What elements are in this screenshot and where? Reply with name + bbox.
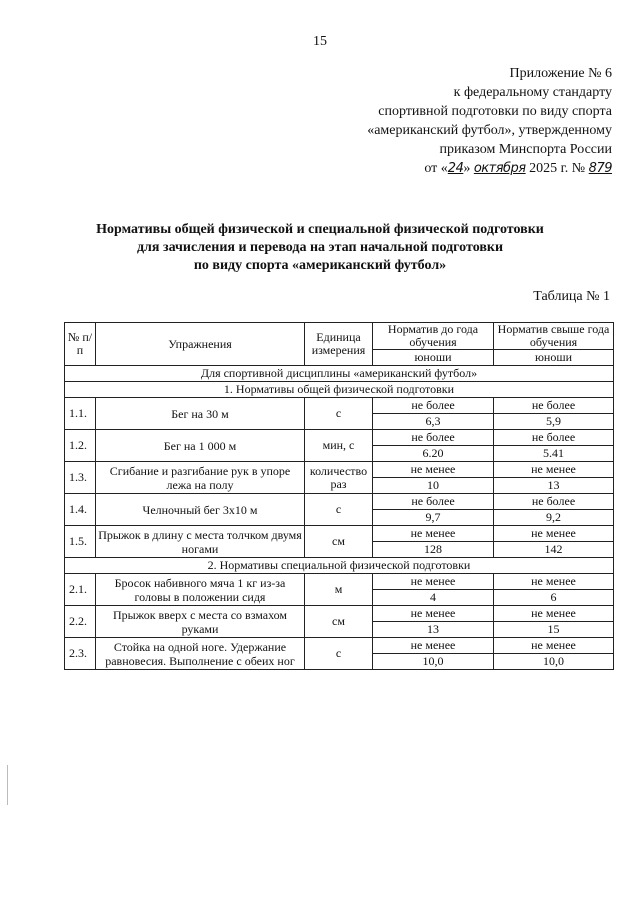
row-number: 1.5.: [65, 526, 96, 558]
header-num: № п/п: [65, 323, 96, 366]
row-number: 2.1.: [65, 574, 96, 606]
table-row: [65, 606, 614, 622]
value-before-year: 9,7: [373, 510, 494, 526]
value-before-year: 128: [373, 542, 494, 558]
exercise-name: Прыжок вверх с места со взмахом руками: [96, 606, 305, 638]
header-exercise: Упражнения: [96, 323, 305, 366]
condition-before-year: не менее: [373, 638, 494, 654]
header-after-year: Норматив свыше года обучения: [494, 323, 614, 350]
table-row: [65, 494, 614, 510]
condition-after-year: не менее: [494, 462, 614, 478]
appendix-header: [292, 64, 612, 178]
header-boys-1: юноши: [373, 350, 494, 366]
condition-after-year: не более: [494, 494, 614, 510]
condition-before-year: не менее: [373, 526, 494, 542]
condition-after-year: не менее: [494, 606, 614, 622]
header-before-year: Норматив до года обучения: [373, 323, 494, 350]
date-mid: »: [463, 161, 471, 176]
document-title: [60, 221, 580, 275]
table-row: [65, 526, 614, 542]
norms-table: [64, 322, 614, 670]
value-after-year: 6: [494, 590, 614, 606]
row-number: 1.1.: [65, 398, 96, 430]
condition-before-year: не менее: [373, 574, 494, 590]
row-number: 1.4.: [65, 494, 96, 526]
page-number: 15: [313, 34, 327, 49]
condition-after-year: не менее: [494, 574, 614, 590]
row-number: 2.2.: [65, 606, 96, 638]
appendix-date-line: [292, 159, 612, 178]
condition-after-year: не менее: [494, 526, 614, 542]
unit-cell: см: [305, 606, 373, 638]
row-number: 1.2.: [65, 430, 96, 462]
section-title: 2. Нормативы специальной физической подготовки: [65, 558, 614, 574]
table-row: [65, 638, 614, 654]
section-title: 1. Нормативы общей физической подготовки: [65, 382, 614, 398]
value-after-year: 10,0: [494, 654, 614, 670]
value-after-year: 5,9: [494, 414, 614, 430]
condition-after-year: не менее: [494, 638, 614, 654]
handwritten-day: 24: [447, 161, 464, 176]
appendix-line-2: к федеральному стандарту: [453, 85, 612, 100]
handwritten-number: 879: [588, 161, 612, 176]
condition-before-year: не более: [373, 430, 494, 446]
value-after-year: 5.41: [494, 446, 614, 462]
value-before-year: 13: [373, 622, 494, 638]
title-line-1: Нормативы общей физической и специальной физической подготовки: [96, 222, 544, 237]
condition-after-year: не более: [494, 430, 614, 446]
table-row: [65, 462, 614, 478]
discipline-row: Для спортивной дисциплины «американский футбол»: [65, 366, 614, 382]
value-after-year: 15: [494, 622, 614, 638]
date-prefix: от «: [424, 161, 448, 176]
value-before-year: 6.20: [373, 446, 494, 462]
value-after-year: 13: [494, 478, 614, 494]
value-before-year: 4: [373, 590, 494, 606]
appendix-line-4: «американский футбол», утвержденному: [367, 123, 612, 138]
condition-before-year: не менее: [373, 462, 494, 478]
condition-before-year: не менее: [373, 606, 494, 622]
unit-cell: с: [305, 638, 373, 670]
scan-artifact-line: [7, 765, 8, 805]
header-boys-2: юноши: [494, 350, 614, 366]
unit-cell: с: [305, 494, 373, 526]
title-line-2: для зачисления и перевода на этап начальной подготовки: [136, 240, 504, 255]
value-before-year: 10: [373, 478, 494, 494]
condition-before-year: не более: [373, 398, 494, 414]
exercise-name: Бег на 30 м: [96, 398, 305, 430]
table-row: [65, 574, 614, 590]
value-before-year: 10,0: [373, 654, 494, 670]
condition-after-year: не более: [494, 398, 614, 414]
row-number: 1.3.: [65, 462, 96, 494]
value-after-year: 9,2: [494, 510, 614, 526]
exercise-name: Прыжок в длину с места толчком двумя ногами: [96, 526, 305, 558]
handwritten-month: октября: [473, 161, 526, 176]
appendix-line-5: приказом Минспорта России: [439, 142, 612, 157]
table-row: [65, 398, 614, 414]
unit-cell: мин, с: [305, 430, 373, 462]
value-after-year: 142: [494, 542, 614, 558]
year-text: 2025 г. №: [529, 161, 586, 176]
appendix-line-3: спортивной подготовки по виду спорта: [378, 104, 612, 119]
row-number: 2.3.: [65, 638, 96, 670]
unit-cell: количество раз: [305, 462, 373, 494]
unit-cell: с: [305, 398, 373, 430]
exercise-name: Сгибание и разгибание рук в упоре лежа на полу: [96, 462, 305, 494]
exercise-name: Бег на 1 000 м: [96, 430, 305, 462]
title-line-3: по виду спорта «американский футбол»: [193, 258, 447, 273]
value-before-year: 6,3: [373, 414, 494, 430]
header-unit: Единица измерения: [305, 323, 373, 366]
exercise-name: Бросок набивного мяча 1 кг из-за головы в положении сидя: [96, 574, 305, 606]
table-row: [65, 430, 614, 446]
appendix-line-1: Приложение № 6: [509, 66, 612, 81]
unit-cell: см: [305, 526, 373, 558]
condition-before-year: не более: [373, 494, 494, 510]
exercise-name: Стойка на одной ноге. Удержание равновесия. Выполнение с обеих ног: [96, 638, 305, 670]
unit-cell: м: [305, 574, 373, 606]
exercise-name: Челночный бег 3х10 м: [96, 494, 305, 526]
table-label: Таблица № 1: [533, 289, 610, 304]
